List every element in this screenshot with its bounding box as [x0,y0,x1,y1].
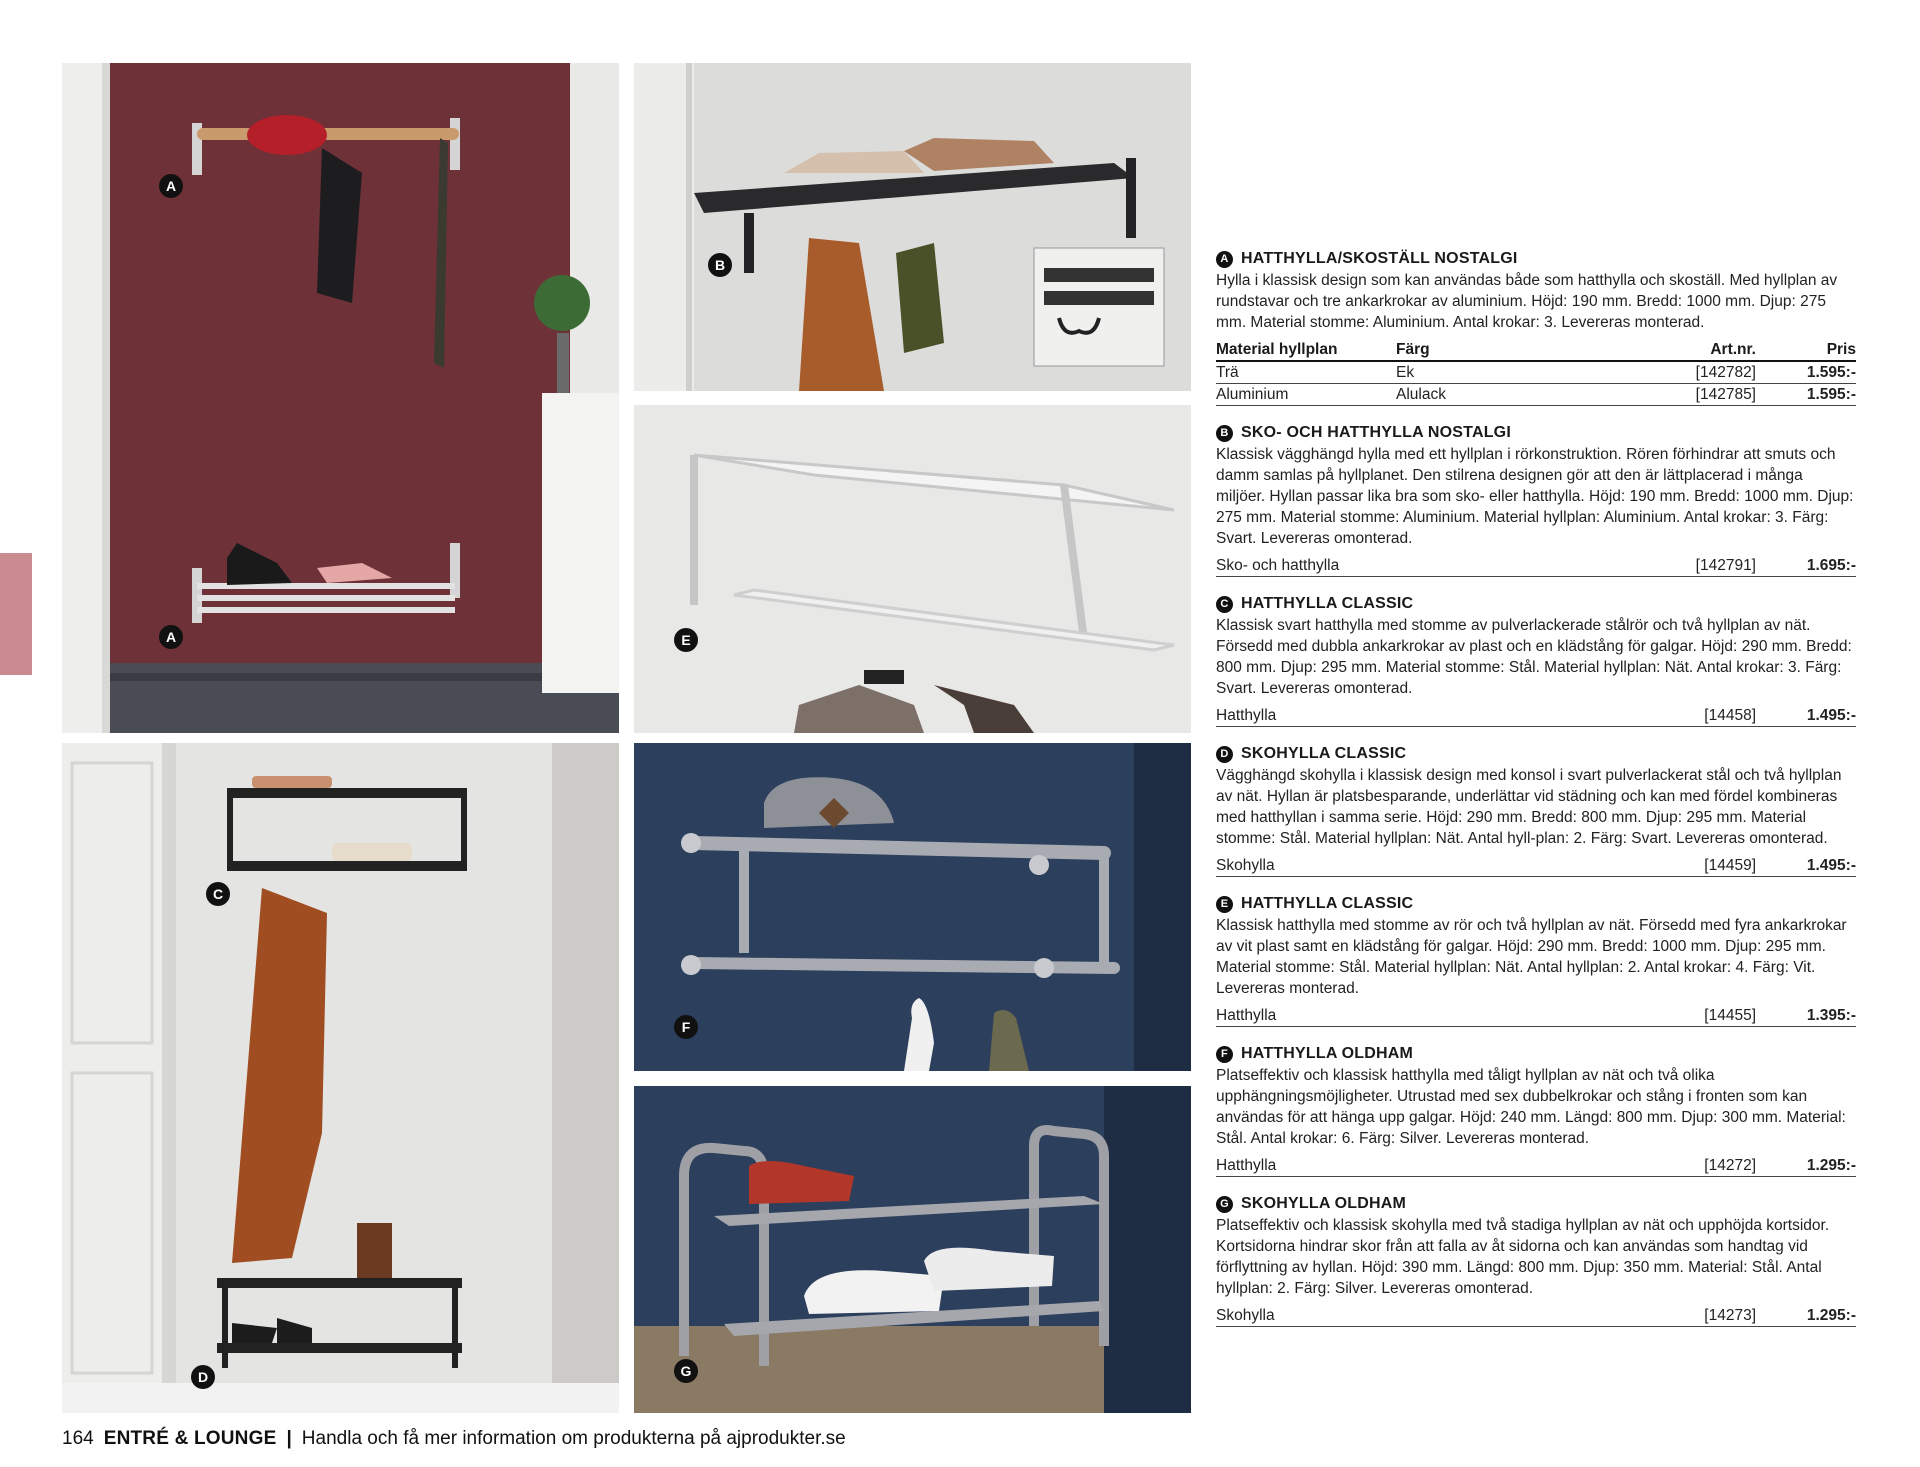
photo-hat-shoe-classic-black [62,743,619,1413]
cell-name: Hatthylla [1216,1155,1616,1177]
spec-table [1216,1305,1856,1327]
cell-price: 1.595:- [1756,361,1856,384]
product-title: HATTHYLLA CLASSIC [1241,595,1414,612]
table-row [1216,361,1856,384]
spec-table [1216,339,1856,406]
cell-price: 1.495:- [1756,855,1856,877]
table-row [1216,555,1856,577]
cell-color: Ek [1396,361,1616,384]
product-description: Vägghängd skohylla i klassisk design med konsol i svart pulverlackerat stål och två hyllplan av nät. Hyllan är platsbesparande, underlättar vid städning och kan med fördel kombineras med hatthyllan i samma serie. Höjd: 290 mm. Bredd: 800 mm. Djup: 295 mm. Material stomme: Stål. Material hyllplan: Nät. Antal hyll-plan: 2. Färg: Svart. Levereras omonterad. [1216,767,1842,847]
badge-b: B [708,253,732,277]
product-title: SKO- OCH HATTHYLLA NOSTALGI [1241,424,1511,441]
table-row [1216,384,1856,406]
letter-badge: D [1216,746,1233,763]
cell-name: Hatthylla [1216,705,1616,727]
letter-badge: G [1216,1196,1233,1213]
product-f [1216,1045,1856,1177]
product-b [1216,424,1856,577]
cell-price: 1.695:- [1756,555,1856,577]
product-description: Hylla i klassisk design som kan användas både som hatthylla och skoställ. Med hyllplan av rundstavar och tre ankarkrokar av aluminium. Höjd: 190 mm. Bredd: 1000 mm. Djup: 275 mm. Material stomme: Aluminium. Antal krokar: 3. Levereras monterad. [1216,272,1838,331]
footer-separator: | [286,1428,292,1449]
cell-artnr: [14458] [1616,705,1756,727]
spec-table [1216,555,1856,577]
badge-c: C [206,882,230,906]
table-row [1216,1155,1856,1177]
cell-price: 1.295:- [1756,1155,1856,1177]
product-description: Platseffektiv och klassisk skohylla med två stadiga hyllplan av nät och upphöjda kortsidor. Kortsidorna hindrar skor från att falla av åt sidorna och kan användas som handtag vid förflyttning av hyllan. Höjd: 390 mm. Längd: 800 mm. Djup: 350 mm. Material: Stål. Antal hyllplan: 2. Färg: Silver. Levereras omonterad. [1216,1217,1830,1297]
col-header-artnr: Art.nr. [1616,339,1756,361]
product-description: Klassisk vägghängd hylla med ett hyllplan i rörkonstruktion. Rören förhindrar att smuts och damm samlas på hyllplanet. Den stilrena designen gör att den är lättplacerad i många miljöer. Hyllan passar lika bra som sko- eller hatthylla. Höjd: 190 mm. Bredd: 1000 mm. Djup: 275 mm. Material stomme: Aluminium. Material hyllplan: Aluminium. Antal krokar: 3. Färg: Svart. Levereras omonterad. [1216,446,1854,547]
page-number: 164 [62,1428,94,1449]
photo-shoe-rack-oldham [634,1086,1191,1413]
spec-table [1216,1155,1856,1177]
product-title: SKOHYLLA OLDHAM [1241,1195,1407,1212]
badge-a-top: A [159,174,183,198]
letter-badge: E [1216,896,1233,913]
product-title: HATTHYLLA CLASSIC [1241,895,1414,912]
letter-badge: F [1216,1046,1233,1063]
cell-artnr: [142791] [1616,555,1756,577]
cell-artnr: [14459] [1616,855,1756,877]
product-title: HATTHYLLA OLDHAM [1241,1045,1414,1062]
table-row [1216,1005,1856,1027]
cell-price: 1.295:- [1756,1305,1856,1327]
col-header-material: Material hyllplan [1216,339,1396,361]
spec-table [1216,705,1856,727]
col-header-price: Pris [1756,339,1856,361]
product-description: Platseffektiv och klassisk hatthylla med tåligt hyllplan av nät och två olika upphängningsmöjligheter. Utrustad med sex dubbelkrokar och stång i fronten som kan användas för att hänga upp galgar. Höjd: 240 mm. Längd: 800 mm. Djup: 300 mm. Material: Stål. Antal krokar: 6. Färg: Silver. Levereras monterad. [1216,1067,1846,1147]
page-footer [62,1428,846,1450]
spec-table [1216,855,1856,877]
cell-price: 1.495:- [1756,705,1856,727]
product-description: Klassisk svart hatthylla med stomme av pulverlackerade stålrör och två hyllplan av nät. Försedd med dubbla ankarkrokar av plast och en klädstång för galgar. Höjd: 290 mm. Bredd: 800 mm. Djup: 295 mm. Material stomme: Stål. Material hyllplan: Nät. Antal krokar: 3. Färg: Svart. Levereras omonterad. [1216,617,1852,697]
product-c [1216,595,1856,727]
table-row [1216,705,1856,727]
spec-table [1216,1005,1856,1027]
product-list [1216,250,1856,1345]
badge-a-bottom: A [159,625,183,649]
section-title: ENTRÉ & LOUNGE [103,1428,277,1449]
cell-color: Alulack [1396,384,1616,406]
cell-material: Trä [1216,361,1396,384]
cell-artnr: [14455] [1616,1005,1756,1027]
cell-price: 1.595:- [1756,384,1856,406]
photo-hat-rack-oldham [634,743,1191,1071]
cell-artnr: [142785] [1616,384,1756,406]
photo-hat-rack-classic-white [634,405,1191,733]
letter-badge: C [1216,596,1233,613]
cell-name: Sko- och hatthylla [1216,555,1616,577]
product-a [1216,250,1856,406]
badge-f: F [674,1015,698,1039]
badge-e: E [674,628,698,652]
table-row [1216,855,1856,877]
product-title: SKOHYLLA CLASSIC [1241,745,1407,762]
product-g [1216,1195,1856,1327]
section-color-tab [0,553,32,675]
cell-price: 1.395:- [1756,1005,1856,1027]
product-e [1216,895,1856,1027]
product-title: HATTHYLLA/SKOSTÄLL NOSTALGI [1241,250,1518,267]
cell-artnr: [142782] [1616,361,1756,384]
product-d [1216,745,1856,877]
badge-g: G [674,1359,698,1383]
table-row [1216,1305,1856,1327]
cell-artnr: [14272] [1616,1155,1756,1177]
letter-badge: A [1216,251,1233,268]
cell-artnr: [14273] [1616,1305,1756,1327]
letter-badge: B [1216,425,1233,442]
badge-d: D [191,1365,215,1389]
photo-hat-shoe-rack-nostalgi [62,63,619,733]
cell-name: Skohylla [1216,1305,1616,1327]
footer-tagline: Handla och få mer information om produkterna på ajprodukter.se [301,1428,846,1449]
col-header-color: Färg [1396,339,1616,361]
cell-name: Hatthylla [1216,1005,1616,1027]
cell-material: Aluminium [1216,384,1396,406]
photo-shoe-hat-shelf-nostalgi [634,63,1191,391]
product-description: Klassisk hatthylla med stomme av rör och två hyllplan av nät. Försedd med fyra ankarkrokar av vit plast samt en klädstång för galgar. Höjd: 290 mm. Bredd: 1000 mm. Djup: 295 mm. Material stomme: Stål. Material hyllplan: Nät. Antal hyllplan: 2. Antal krokar: 4. Färg: Vit. Levereras monterad. [1216,917,1847,997]
cell-name: Skohylla [1216,855,1616,877]
